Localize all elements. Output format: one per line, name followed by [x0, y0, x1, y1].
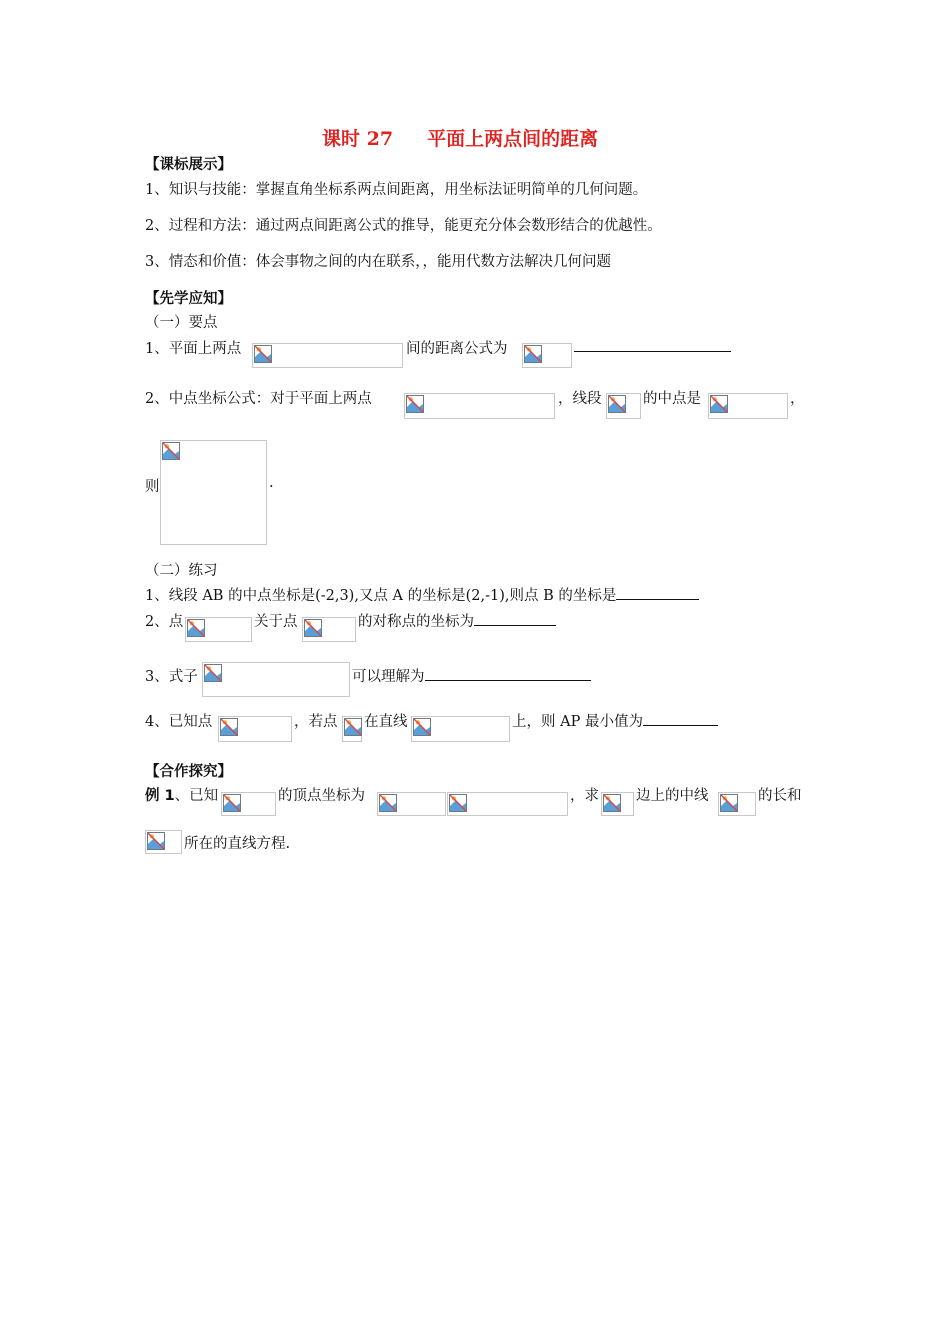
example-1-text-d: 边上的中线 [636, 788, 709, 804]
point-2-text-d: ， [790, 391, 805, 407]
formula-image [404, 393, 555, 419]
formula-image [601, 792, 634, 816]
formula-image [718, 792, 756, 816]
example-1-text-b: 的顶点坐标为 [278, 788, 365, 804]
practice-2-text-b: 关于点 [254, 614, 298, 630]
point-2-text-c: 的中点是 [643, 391, 701, 407]
example-1-label: 例 1、已知 [145, 788, 219, 804]
practice-2-text-a: 2、点 [145, 614, 184, 630]
practice-question-1: 1、线段 AB 的中点坐标是(-2,3),又点 A 的坐标是(2,-1),则点 B 的坐标是 [145, 584, 699, 605]
broken-image-icon [405, 394, 425, 414]
broken-image-icon [303, 618, 323, 638]
point-2-text-b: ，线段 [558, 391, 602, 407]
broken-image-icon [719, 793, 739, 813]
broken-image-icon [222, 793, 242, 813]
practice-2-text-c: 的对称点的坐标为 [358, 610, 556, 631]
example-1-text-c: ，求 [570, 788, 599, 804]
broken-image-icon [203, 663, 223, 683]
broken-image-icon [253, 344, 273, 364]
practice-3-text-a: 3、式子 [145, 669, 198, 685]
point-3-text-b: . [269, 475, 274, 491]
formula-image [302, 617, 356, 642]
formula-image [411, 716, 510, 742]
broken-image-icon [161, 441, 181, 461]
section-heading-prestudy: 【先学应知】 [145, 291, 232, 307]
practice-3-text-b: 可以理解为 [352, 665, 591, 686]
practice-4-text-d: 上，则 AP 最小值为 [512, 710, 718, 731]
formula-image [342, 716, 362, 742]
point-2-text-a: 2、中点坐标公式：对于平面上两点 [145, 391, 372, 407]
formula-image [377, 792, 446, 816]
formula-image [708, 393, 788, 419]
broken-image-icon [448, 793, 468, 813]
broken-image-icon [523, 344, 543, 364]
standards-item-1: 1、知识与技能：掌握直角坐标系两点间距离，用坐标法证明简单的几何问题。 [145, 182, 648, 198]
section-heading-cooperative: 【合作探究】 [145, 764, 232, 780]
example-1-continuation: 所在的直线方程. [184, 836, 291, 852]
formula-image [447, 792, 568, 816]
formula-image [522, 343, 572, 368]
section-heading-standards: 【课标展示】 [145, 157, 232, 173]
broken-image-icon [412, 717, 432, 737]
broken-image-icon [186, 618, 206, 638]
page-title: 课时 27 平面上两点间的距离 [322, 128, 599, 150]
practice-4-text-c: 在直线 [364, 714, 408, 730]
formula-image [145, 830, 182, 854]
point-1-text-b: 间的距离公式为 [406, 341, 508, 357]
formula-image [221, 792, 276, 816]
practice-4-text-b: ，若点 [294, 714, 338, 730]
broken-image-icon [709, 394, 729, 414]
broken-image-icon [607, 394, 627, 414]
broken-image-icon [343, 717, 363, 737]
example-1-text-e: 的长和 [758, 788, 802, 804]
broken-image-icon [378, 793, 398, 813]
subheading-practice: （二）练习 [145, 563, 218, 579]
formula-image [185, 617, 252, 642]
subheading-key-points: （一）要点 [145, 315, 218, 331]
formula-image [160, 440, 267, 545]
point-1-text-a: 1、平面上两点 [145, 341, 242, 357]
practice-4-text-a: 4、已知点 [145, 714, 213, 730]
point-3-text-a: 则 [145, 479, 160, 495]
standards-item-2: 2、过程和方法：通过两点间距离公式的推导，能更充分体会数形结合的优越性。 [145, 218, 662, 234]
formula-image [218, 716, 292, 742]
formula-image [252, 343, 403, 368]
formula-image [606, 393, 641, 419]
broken-image-icon [219, 717, 239, 737]
broken-image-icon [146, 831, 166, 851]
broken-image-icon [602, 793, 622, 813]
standards-item-3: 3、情态和价值：体会事物之间的内在联系，，能用代数方法解决几何问题 [145, 254, 611, 270]
answer-blank [574, 337, 731, 356]
formula-image [202, 662, 350, 697]
